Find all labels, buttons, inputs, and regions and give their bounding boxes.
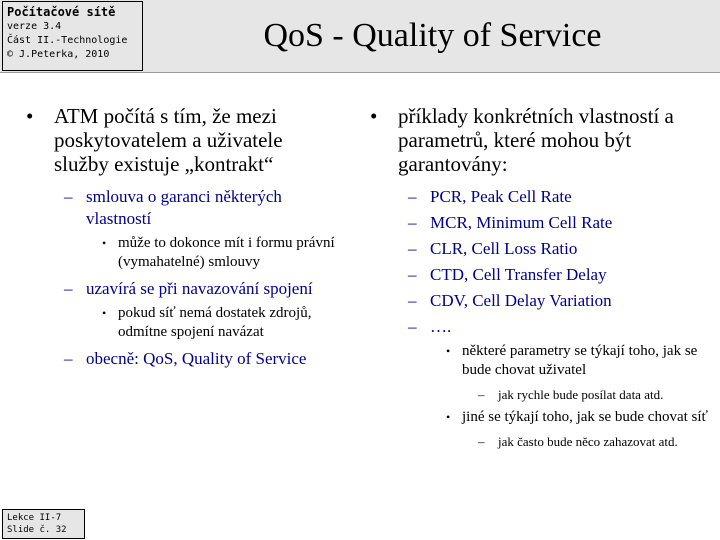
dash-icon: – (408, 239, 417, 258)
bullet-dot-icon: • (102, 306, 107, 320)
bullet-dot-icon: • (446, 410, 451, 424)
dash-icon: – (408, 187, 417, 206)
parameter-text: …. (430, 317, 452, 336)
dash-icon: – (478, 387, 485, 402)
dash-icon: – (408, 317, 417, 336)
sub-detail-text: jak rychle bude posílat data atd. (498, 387, 664, 402)
dash-icon: – (408, 291, 417, 310)
parameter-text: CLR, Cell Loss Ratio (430, 239, 578, 258)
left-column (22, 104, 342, 374)
sub-detail-text: jak často bude něco zahazovat atd. (498, 434, 678, 449)
dash-icon: – (64, 279, 73, 298)
bullet-item (366, 104, 716, 176)
sub-bullet-text: uzavírá se při navazování spojení (86, 279, 313, 298)
sub-bullet-text: obecně: QoS, Quality of Service (86, 349, 307, 368)
bullet-dot-icon: • (102, 236, 107, 250)
parameter-text: CTD, Cell Transfer Delay (430, 265, 607, 284)
slide-footer (2, 509, 85, 539)
parameter-item (366, 186, 716, 208)
parameter-item (366, 238, 716, 260)
sub-bullet-text: smlouva o garanci některých vlastností (86, 187, 282, 228)
bullet-text: ATM počítá s tím, že mezi poskytovatelem a uživatele služby existuje „kontrakt“ (54, 104, 283, 176)
bullet-dot-icon: • (446, 344, 451, 358)
detail-bullet-item (366, 342, 716, 380)
bullet-item (22, 104, 342, 176)
parameter-text: CDV, Cell Delay Variation (430, 291, 612, 310)
parameter-item (366, 290, 716, 312)
dash-icon: – (478, 434, 485, 449)
course-version: verze 3.4 (7, 21, 62, 32)
sub-bullet-item (22, 348, 342, 370)
slide-header (0, 0, 720, 73)
sub-bullet-item (22, 278, 342, 300)
parameter-text: MCR, Minimum Cell Rate (430, 213, 613, 232)
parameter-item (366, 316, 716, 338)
bullet-text: příklady konkrétních vlastností a parametrů, které mohou být garantovány: (398, 104, 674, 176)
detail-bullet-text: některé parametry se týkají toho, jak se bude chovat uživatel (462, 343, 698, 378)
detail-bullet-text: jiné se týkají toho, jak se bude chovat síť (462, 409, 708, 425)
slide-title: QoS - Quality of Service (263, 17, 602, 54)
parameter-item (366, 264, 716, 286)
lesson-label: Lekce II-7 (7, 513, 62, 523)
course-author: © J.Peterka, 2010 (7, 49, 110, 60)
sub-detail-item (366, 386, 716, 404)
sub-detail-item (366, 433, 716, 451)
bullet-dot-icon: • (26, 104, 34, 128)
slide-number: Slide č. 32 (7, 525, 67, 535)
course-info-box (2, 1, 143, 71)
detail-bullet-item (22, 304, 342, 342)
parameter-item (366, 212, 716, 234)
bullet-dot-icon: • (370, 104, 378, 128)
detail-bullet-text: může to dokonce mít i formu právní (vymahatelné) smlouvy (118, 235, 335, 270)
course-part: Část II.-Technologie (7, 35, 128, 46)
dash-icon: – (64, 349, 73, 368)
detail-bullet-item (22, 234, 342, 272)
right-column (366, 104, 716, 455)
dash-icon: – (408, 213, 417, 232)
dash-icon: – (408, 265, 417, 284)
dash-icon: – (64, 187, 73, 206)
detail-bullet-item (366, 408, 716, 427)
sub-bullet-item (22, 186, 342, 230)
course-title: Počítačové sítě (7, 5, 116, 19)
detail-bullet-text: pokud síť nemá dostatek zdrojů, odmítne spojení navázat (118, 305, 312, 340)
parameter-text: PCR, Peak Cell Rate (430, 187, 572, 206)
